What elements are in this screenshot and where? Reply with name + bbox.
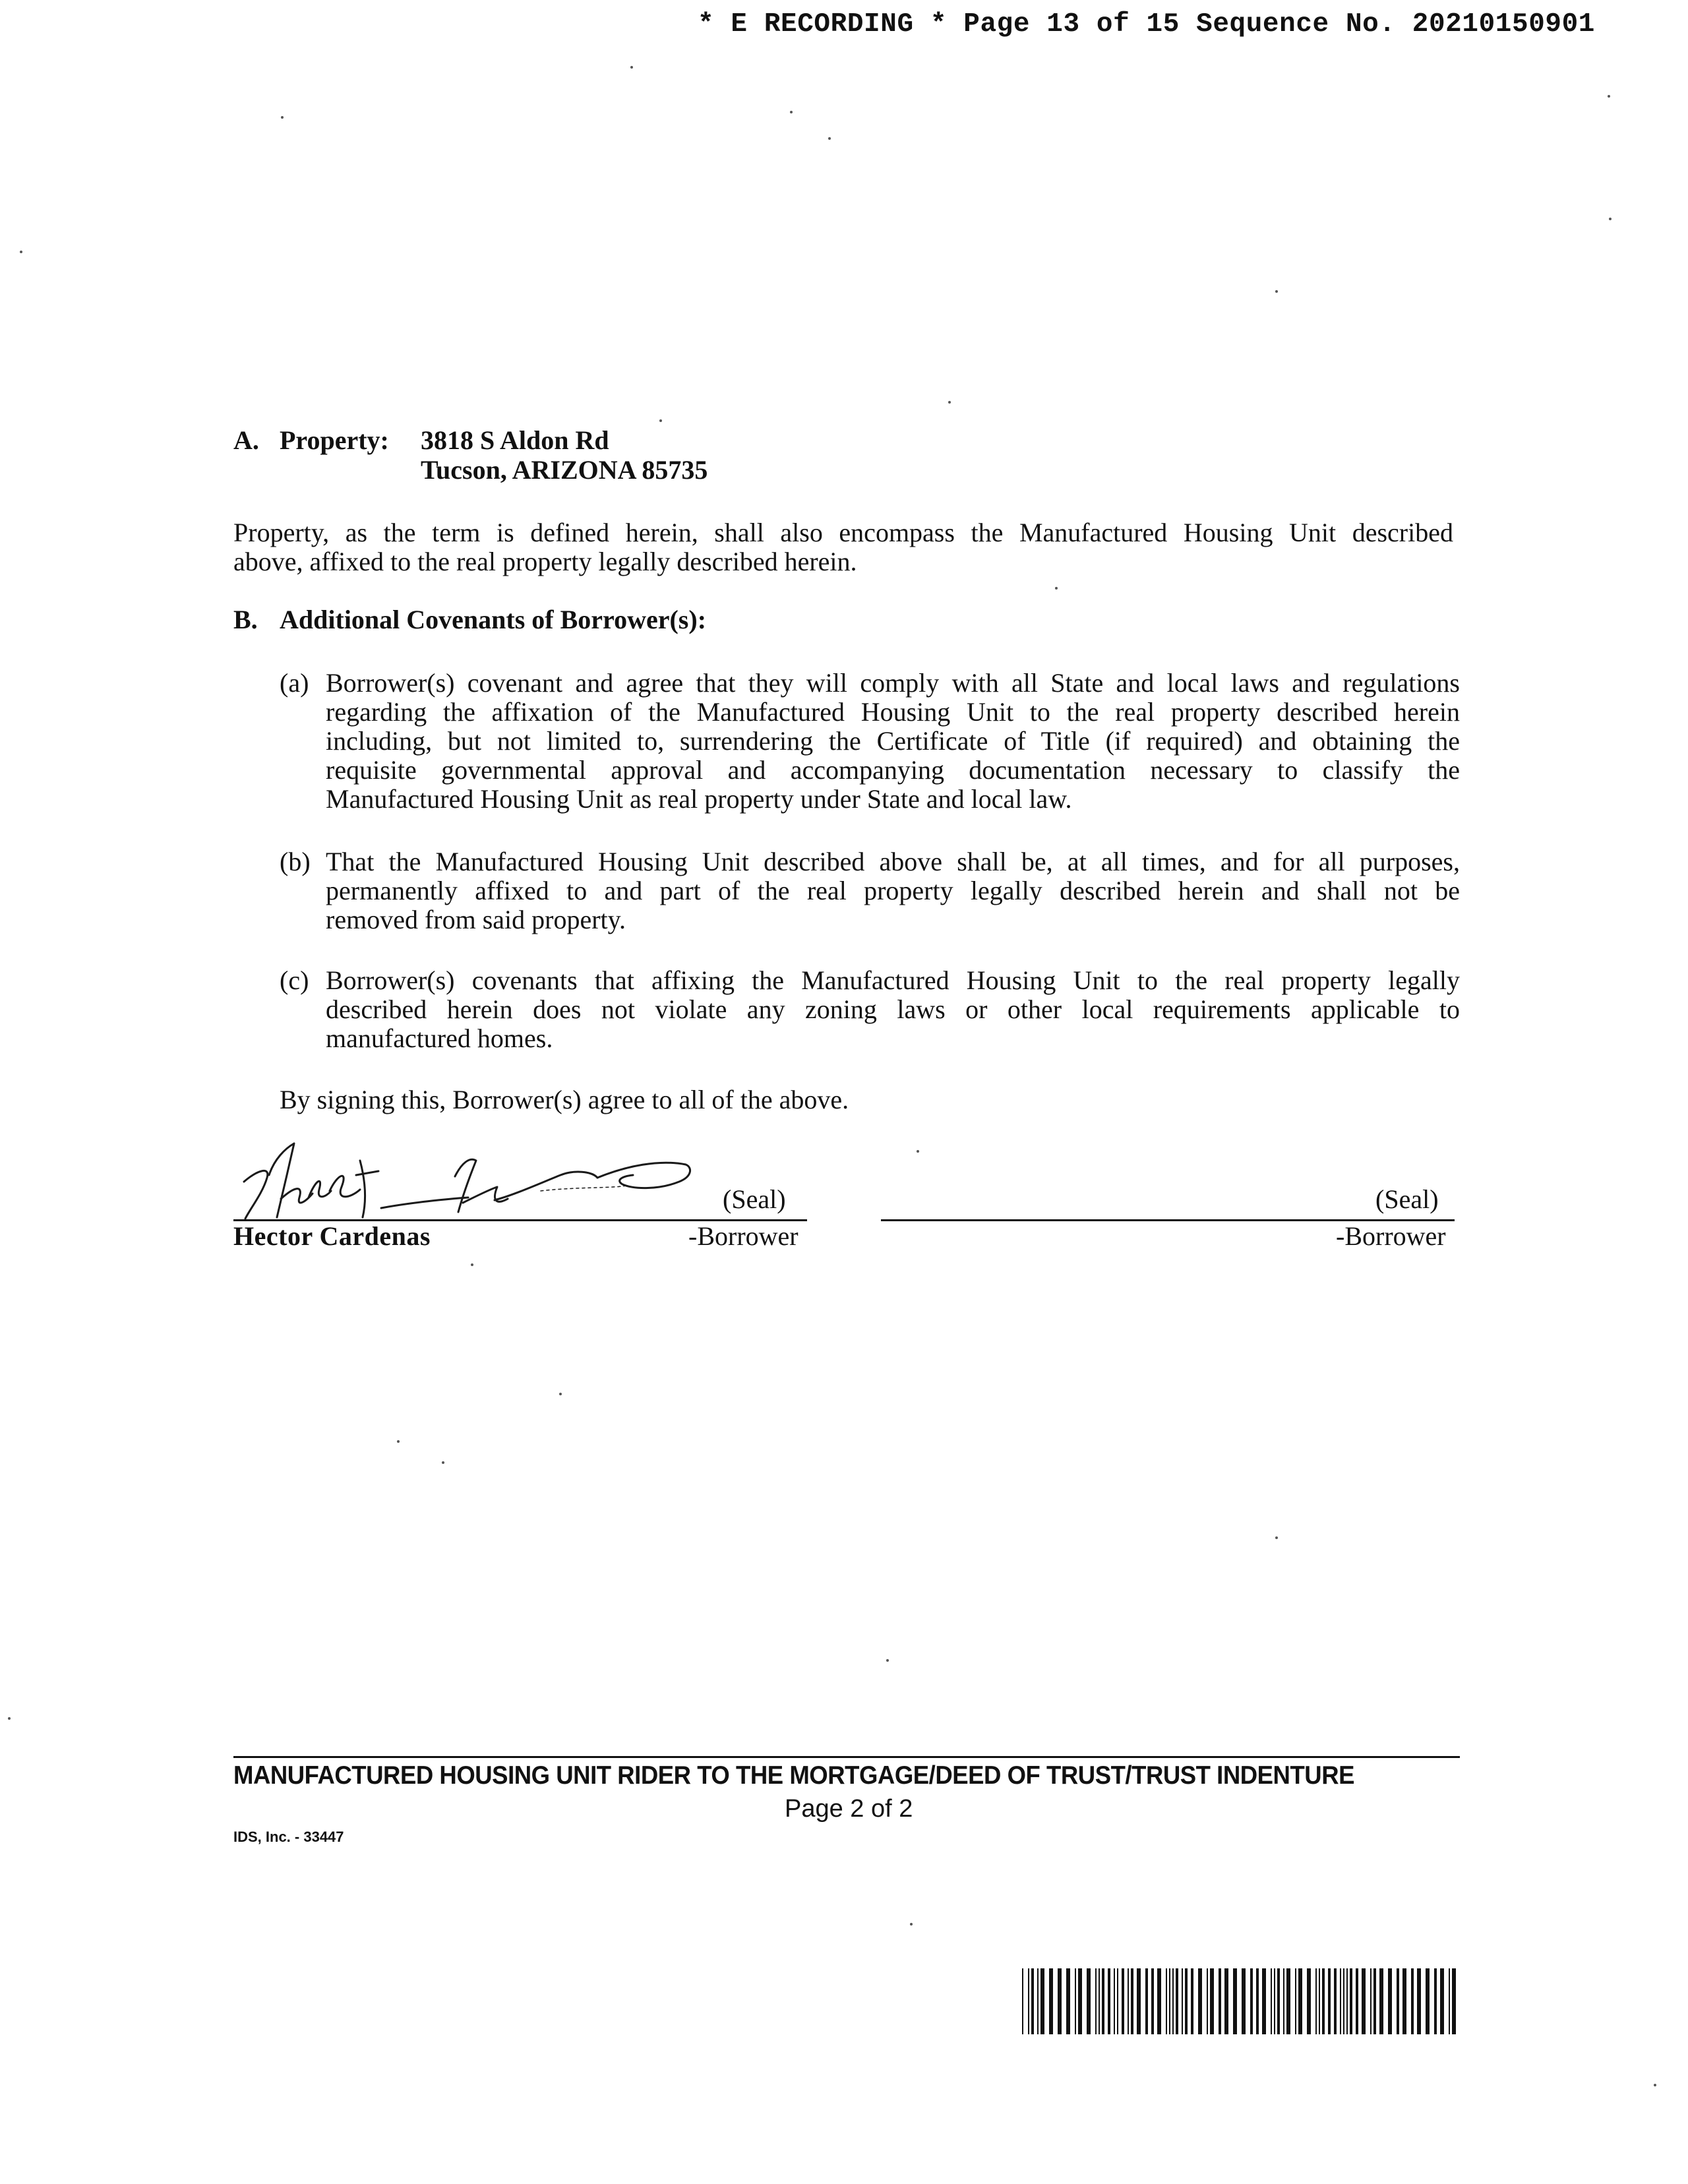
barcode-bar <box>1219 1968 1221 2034</box>
section-a-label: A. <box>233 425 259 455</box>
barcode-bar <box>1166 1968 1167 2034</box>
barcode-bar <box>1373 1968 1376 2034</box>
barcode-bar <box>1315 1968 1317 2034</box>
barcode-bar <box>1356 1968 1358 2034</box>
barcode-bar <box>1426 1968 1430 2034</box>
barcode-bar <box>1346 1968 1348 2034</box>
scan-speck <box>1608 95 1610 98</box>
seal-label-2: (Seal) <box>1375 1184 1439 1214</box>
covenant-b-label: (b) <box>280 847 311 876</box>
barcode-bar <box>1128 1968 1129 2034</box>
scan-speck <box>790 111 793 113</box>
covenant-a-text <box>326 669 1460 814</box>
barcode-bar <box>1440 1968 1444 2034</box>
barcode-bar <box>1137 1968 1141 2034</box>
barcode-bar <box>1340 1968 1341 2034</box>
barcode-bar <box>1022 1968 1023 2034</box>
recording-header: * E RECORDING * Page 13 of 15 Sequence No. 20210150901 <box>698 9 1596 40</box>
barcode-bar <box>1095 1968 1097 2034</box>
covenant-line: Borrower(s) covenant and agree that they will comply with all State and local laws and regulations <box>326 668 1460 698</box>
barcode-bar <box>1256 1968 1259 2034</box>
covenant-line: That the Manufactured Housing Unit described above shall be, at all times, and for all purposes, <box>326 847 1460 876</box>
scan-speck <box>281 116 284 119</box>
covenant-line: permanently affixed to and part of the real property legally described herein and shall not be <box>326 876 1460 905</box>
form-id: IDS, Inc. - 33447 <box>233 1829 344 1845</box>
barcode-bar <box>1040 1968 1044 2034</box>
barcode-bar <box>1151 1968 1154 2034</box>
barcode-bar <box>1277 1968 1280 2034</box>
barcode-bar <box>1028 1968 1029 2034</box>
covenant-a-label: (a) <box>280 668 309 698</box>
borrower-name: Hector Cardenas <box>233 1221 431 1251</box>
covenant-b-text <box>326 847 1460 934</box>
scan-speck <box>659 419 662 422</box>
borrower-role-2: -Borrower <box>1336 1221 1446 1251</box>
seal-label-1: (Seal) <box>723 1184 786 1214</box>
property-paragraph <box>233 518 1453 576</box>
section-b-title: Additional Covenants of Borrower(s): <box>280 605 707 634</box>
barcode-bar <box>1176 1968 1178 2034</box>
scan-speck <box>917 1150 919 1153</box>
barcode-bar <box>1242 1968 1246 2034</box>
barcode-bar <box>1075 1968 1076 2034</box>
barcode-bar <box>1379 1968 1383 2034</box>
barcode-bar <box>1274 1968 1275 2034</box>
scan-speck <box>630 66 633 69</box>
barcode-bar <box>1452 1968 1456 2034</box>
barcode-bar <box>1224 1968 1228 2034</box>
scan-speck <box>397 1440 400 1443</box>
covenant-line: described herein does not violate any zoning laws or other local requirements applicable to <box>326 994 1460 1024</box>
scan-speck <box>471 1263 473 1266</box>
barcode-bar <box>1334 1968 1337 2034</box>
barcode-bar <box>1370 1968 1372 2034</box>
barcode-bar <box>1397 1968 1399 2034</box>
barcode-bar <box>1114 1968 1115 2034</box>
barcode-bar <box>1037 1968 1039 2034</box>
scan-speck <box>442 1461 444 1464</box>
barcode-bar <box>1411 1968 1414 2034</box>
barcode-bar <box>1319 1968 1320 2034</box>
scan-speck <box>1609 218 1612 220</box>
scan-speck <box>828 137 831 140</box>
barcode-bar <box>1191 1968 1193 2034</box>
covenant-line: manufactured homes. <box>326 1023 553 1053</box>
property-address-line1: 3818 S Aldon Rd <box>421 425 609 455</box>
barcode-bar <box>1169 1968 1170 2034</box>
covenant-c-label: (c) <box>280 965 309 995</box>
property-address-line2: Tucson, ARIZONA 85735 <box>421 455 708 485</box>
footer-page-number: Page 2 of 2 <box>785 1795 913 1823</box>
covenant-line: Manufactured Housing Unit as real property under State and local law. <box>326 784 1072 814</box>
barcode-bar <box>1283 1968 1284 2034</box>
scan-speck <box>559 1393 562 1395</box>
barcode-bar <box>1350 1968 1352 2034</box>
barcode-bar <box>1145 1968 1148 2034</box>
scan-speck <box>886 1659 889 1662</box>
scan-speck <box>20 251 22 253</box>
covenant-line: Borrower(s) covenants that affixing the Manufactured Housing Unit to the real property legally <box>326 965 1460 995</box>
barcode-bar <box>1417 1968 1421 2034</box>
barcode-bar <box>1271 1968 1272 2034</box>
barcode-bar <box>1328 1968 1331 2034</box>
barcode-bar <box>1207 1968 1208 2034</box>
paragraph-line: above, affixed to the real property legally described herein. <box>233 547 857 576</box>
covenant-line: requisite governmental approval and accompanying documentation necessary to classify the <box>326 755 1460 785</box>
scan-speck <box>910 1923 913 1926</box>
barcode-bar <box>1295 1968 1296 2034</box>
barcode-bar <box>1122 1968 1124 2034</box>
barcode-bar <box>1078 1968 1082 2034</box>
barcode-bar <box>1131 1968 1133 2034</box>
barcode-bar <box>1182 1968 1183 2034</box>
barcode-bar <box>1117 1968 1118 2034</box>
barcode-bar <box>1388 1968 1392 2034</box>
barcode-bar <box>1233 1968 1237 2034</box>
barcode-bar <box>1198 1968 1202 2034</box>
barcode-bar <box>1262 1968 1266 2034</box>
barcode-bar <box>1250 1968 1253 2034</box>
barcode-bar <box>1307 1968 1311 2034</box>
section-b-label: B. <box>233 605 258 634</box>
scan-speck <box>1654 2084 1656 2086</box>
barcode-bar <box>1362 1968 1366 2034</box>
footer-title: MANUFACTURED HOUSING UNIT RIDER TO THE MORTGAGE/DEED OF TRUST/TRUST INDENTURE <box>233 1761 1354 1790</box>
covenant-line: including, but not limited to, surrendering the Certificate of Title (if required) and obtaining the <box>326 726 1460 756</box>
barcode-bar <box>1099 1968 1100 2034</box>
covenant-line: regarding the affixation of the Manufactured Housing Unit to the real property described herein <box>326 697 1460 727</box>
scan-speck <box>1275 1536 1278 1539</box>
barcode-bar <box>1157 1968 1161 2034</box>
barcode-bar <box>1402 1968 1406 2034</box>
scan-speck <box>1275 290 1278 293</box>
signing-statement: By signing this, Borrower(s) agree to all of the above. <box>280 1085 849 1114</box>
barcode-bar <box>1172 1968 1174 2034</box>
barcode-bar <box>1031 1968 1034 2034</box>
barcode-bar <box>1449 1968 1450 2034</box>
covenant-line: removed from said property. <box>326 905 626 934</box>
barcode-bar <box>1185 1968 1188 2034</box>
footer-rule <box>233 1756 1460 1758</box>
barcode-bar <box>1102 1968 1104 2034</box>
scan-speck <box>948 401 951 404</box>
barcode-bar <box>1049 1968 1053 2034</box>
barcode-bar <box>1298 1968 1302 2034</box>
section-a-title: Property: <box>280 425 389 455</box>
barcode-bar <box>1343 1968 1344 2034</box>
barcode-bar <box>1066 1968 1070 2034</box>
scan-speck <box>1055 587 1058 590</box>
covenant-c-text <box>326 966 1460 1053</box>
barcode-bar <box>1087 1968 1091 2034</box>
borrower-role-1: -Borrower <box>688 1221 799 1251</box>
barcode-bar <box>1322 1968 1325 2034</box>
barcode-bar <box>1108 1968 1110 2034</box>
borrower-signature <box>231 1134 706 1227</box>
scan-speck <box>8 1717 11 1720</box>
barcode-bar <box>1286 1968 1290 2034</box>
barcode-bar <box>1058 1968 1062 2034</box>
barcode-bar <box>1210 1968 1214 2034</box>
barcode-bar <box>1434 1968 1437 2034</box>
barcode <box>1022 1968 1460 2034</box>
paragraph-line: Property, as the term is defined herein, shall also encompass the Manufactured Housing Unit described <box>233 518 1453 547</box>
